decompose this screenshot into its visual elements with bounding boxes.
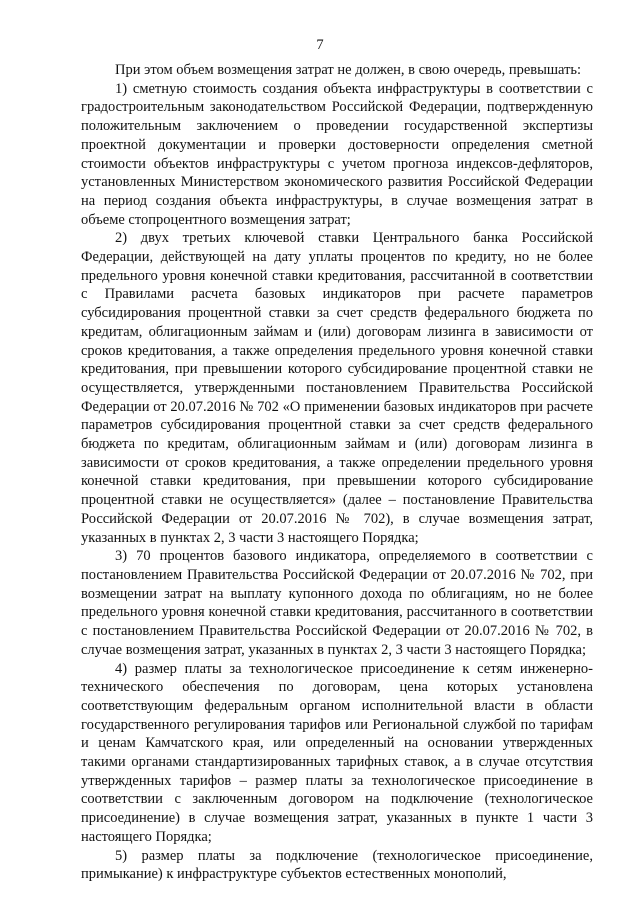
list-item-2: 2) двух третьих ключевой ставки Центрального банка Российской Федерации, действующей на дату уплаты процентов по кредиту, но не более предельного уровня конечной ставки кредитования, рассчитанной в соответствии с Правилами расчета базовых индикаторов при расчете параметров субсидирования процентной ставки за счет средств федерального бюджета по кредитам, облигационным займам и (или) договорам лизинга в зависимости от сроков кредитования, а также определения предельного уровня конечной ставки кредитования, при превышении которого субсидирование процентной ставки не осуществляется, утвержденными постановлением Правительства Российской Федерации от 20.07.2016 № 702 «О применении базовых индикаторов при расчете параметров субсидирования процентной ставки за счет средств федерального бюджета по кредитам, облигационным займам и (или) договорам лизинга в зависимости от сроков кредитования, а также определении предельного уровня конечной ставки кредитования, при превышении которого субсидирование процентной ставки не осуществляется» (далее – постановление Правительства Российской Федерации от 20.07.2016 № 702), в случае возмещения затрат, указанных в пунктах 2, 3 части 3 настоящего Порядка; [81,230,593,546]
list-item-3: 3) 70 процентов базового индикатора, определяемого в соответствии с постановлением Правительства Российской Федерации от 20.07.2016 № 702, при возмещении затрат на выплату купонного дохода по облигациям, но не более предельного уровня конечной ставки кредитования, рассчитанного в соответствии с постановлением Правительства Российской Федерации от 20.07.2016 № 702, в случае возмещения затрат, указанных в пунктах 2, 3 части 3 настоящего Порядка; [81,548,593,658]
page-number: 7 [316,37,324,53]
list-item-4: 4) размер платы за технологическое присоединение к сетям инженерно-технического обеспечения по договорам, цена которых установлена соответствующим федеральным органом исполнительной власти в области государственного регулирования тарифов или Региональной службой по тарифам и ценам Камчатского края, или определенный на основании утвержденных такими органами стандартизированных тарифных ставок, а в случае отсутствия утвержденных тарифов – размер платы за технологическое присоединение в соответствии с заключенным договором на подключение (технологическое присоединение) в случае возмещения затрат, указанных в пункте 1 части 3 настоящего Порядка; [81,660,593,845]
intro-paragraph: При этом объем возмещения затрат не должен, в свою очередь, превышать: [115,62,582,78]
list-item-5: 5) размер платы за подключение (технологическое присоединение, примыкание) к инфраструктуре субъектов естественных монополий, [81,847,593,883]
list-item-1: 1) сметную стоимость создания объекта инфраструктуры в соответствии с градостроительным законодательством Российской Федерации, подтвержденную положительным заключением о проведении государственной экспертизы проектной документации и проверки достоверности определения сметной стоимости объектов инфраструктуры с учетом прогноза индексов-дефляторов, установленных Министерством экономического развития Российской Федерации на период создания объекта инфраструктуры, в случае возмещения затрат в объеме стопроцентного возмещения затрат; [81,80,593,228]
document-body [81,61,593,884]
